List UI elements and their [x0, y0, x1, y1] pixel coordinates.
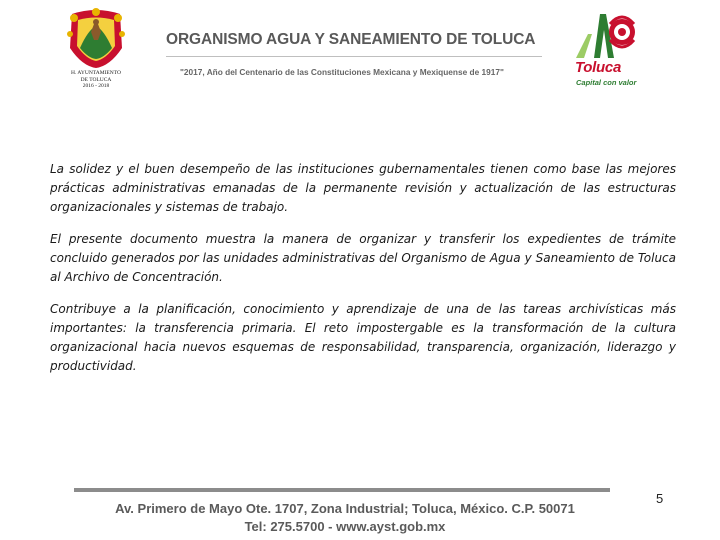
toluca-logo-name: Toluca: [575, 59, 621, 76]
paragraph: Contribuye a la planificación, conocimiento y aprendizaje de una de las tareas archivísticas más importantes: la transferencia primaria. El reto impostergable es la transformación de la cultura organizacional hacia nuevos esquemas de responsabilidad, transparencia, organización, liderazgo y productividad.: [50, 302, 676, 373]
page-number: 5: [656, 491, 664, 506]
coat-of-arms-caption: [58, 70, 134, 90]
toluca-coat-of-arms-icon: [58, 8, 134, 70]
caption-line-2: DE TOLUCA: [80, 76, 112, 83]
paragraph: La solidez y el buen desempeño de las instituciones gubernamentales tienen como base las mejores prácticas administrativas emanadas de la permanente revisión y actualización de las estructuras organizacionales y sistemas de trabajo.: [50, 162, 676, 214]
caption-line-1: H. AYUNTAMIENTO: [71, 70, 121, 76]
caption-line-3: 2016 - 2018: [82, 83, 110, 89]
header-divider: [166, 56, 542, 57]
toluca-logo-slogan: Capital con valor: [576, 78, 637, 87]
organization-title: ORGANISMO AGUA Y SANEAMIENTO DE TOLUCA: [166, 31, 536, 48]
document-body: [50, 160, 676, 389]
year-motto: "2017, Año del Centenario de las Constituciones Mexicana y Mexiquense de 1917": [180, 67, 504, 77]
footer-divider: [74, 488, 610, 492]
paragraph: El presente documento muestra la manera de organizar y transferir los expedientes de trámite concluido generados por las unidades administrativas del Organismo de Agua y Saneamiento de Toluca al Archivo de Concentración.: [50, 232, 676, 284]
footer-contact: Tel: 275.5700 - www.ayst.gob.mx: [244, 519, 446, 534]
footer-address: Av. Primero de Mayo Ote. 1707, Zona Industrial; Toluca, México. C.P. 50071: [115, 501, 575, 516]
toluca-capital-logo: [570, 8, 650, 94]
toluca-coat-of-arms-logo: [58, 8, 134, 90]
toluca-capital-logo-icon: [570, 8, 650, 60]
